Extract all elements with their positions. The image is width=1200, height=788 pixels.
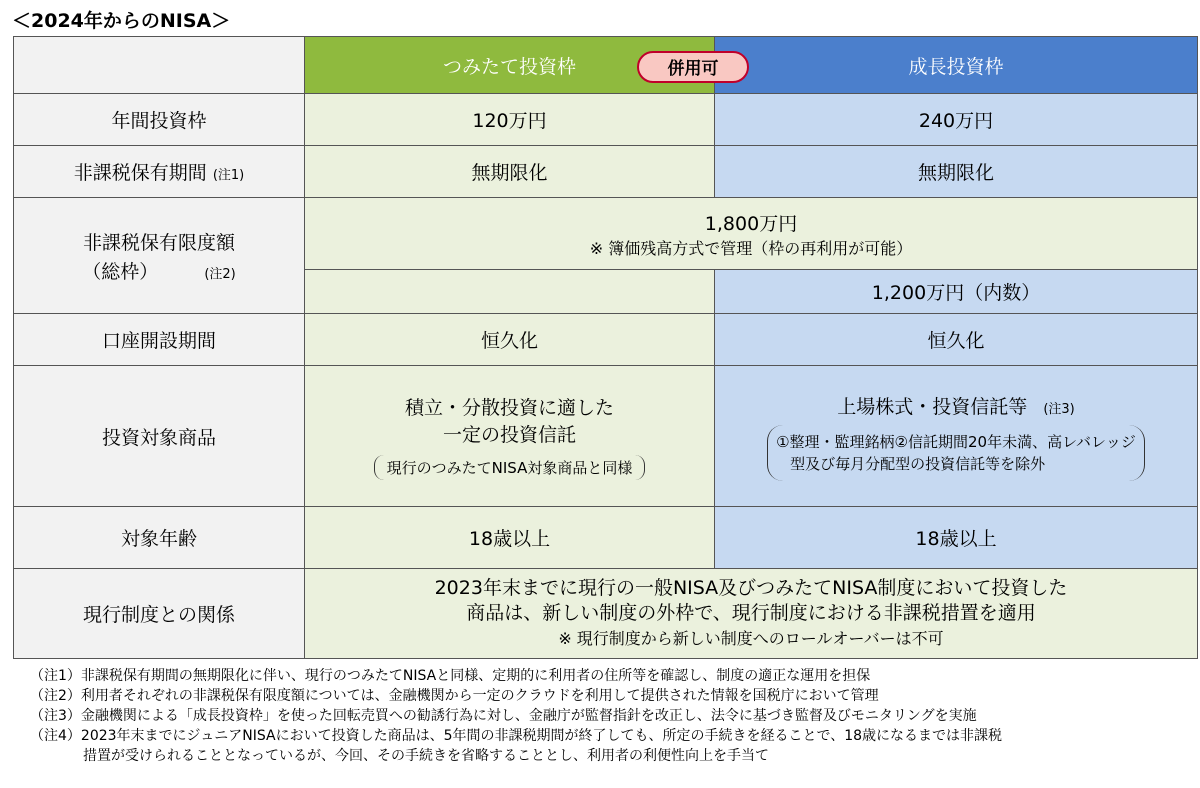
footnote-4: （注4）2023年末までにジュニアNISAにおいて投資した商品は、5年間の非課税期間が終了しても、所定の手続きを経ることで、18歳になるまでは非課税 xyxy=(30,728,1003,744)
row-limit xyxy=(14,198,1198,270)
row-period xyxy=(14,146,1198,198)
footnote-1: （注1）非課税保有期間の無期限化に伴い、現行のつみたてNISAと同様、定期的に利用者の住所等を確認し、制度の適正な運用を担保 xyxy=(30,668,871,684)
period-seicho: 無期限化 xyxy=(715,146,1198,198)
label-period xyxy=(14,146,305,198)
products-seicho-note: (注3) xyxy=(1043,401,1075,417)
age-tsumitate: 18歳以上 xyxy=(305,507,715,569)
products-seicho-line1: 上場株式・投資信託等 xyxy=(837,395,1028,418)
account-seicho: 恒久化 xyxy=(715,314,1198,366)
label-period-text: 非課税保有期間 xyxy=(73,162,207,184)
products-seicho-bracket xyxy=(767,425,1145,481)
account-tsumitate: 恒久化 xyxy=(305,314,715,366)
age-seicho: 18歳以上 xyxy=(715,507,1198,569)
limit-total xyxy=(305,198,1198,270)
limit-inner-tsumitate xyxy=(305,270,715,314)
label-period-note: (注1) xyxy=(212,168,245,183)
label-annual: 年間投資枠 xyxy=(14,94,305,146)
relation-line1: 2023年末までに現行の一般NISA及びつみたてNISA制度において投資した xyxy=(434,577,1068,599)
nisa-comparison-table xyxy=(13,36,1198,659)
products-tsumitate-bracket: 現行のつみたてNISA対象商品と同様 xyxy=(374,455,646,480)
footnote-2: （注2）利用者それぞれの非課税保有限度額については、金融機関から一定のクラウドを利用して提供された情報を国税庁において管理 xyxy=(30,688,879,704)
row-annual xyxy=(14,94,1198,146)
label-limit-text: 非課税保有限度額 xyxy=(82,231,235,254)
limit-sub: ※ 簿価残高方式で管理（枠の再利用が可能） xyxy=(589,238,913,258)
combination-allowed-badge: 併用可 xyxy=(637,51,749,83)
page-title: ＜2024年からのNISA＞ xyxy=(12,10,231,32)
relation-line3: ※ 現行制度から新しい制度へのロールオーバーは不可 xyxy=(558,629,944,648)
products-tsumitate-line1: 積立・分散投資に適した xyxy=(404,396,614,419)
annual-seicho: 240万円 xyxy=(715,94,1198,146)
label-products: 投資対象商品 xyxy=(14,366,305,507)
label-age: 対象年齢 xyxy=(14,507,305,569)
label-relation: 現行制度との関係 xyxy=(14,569,305,659)
limit-value: 1,800万円 xyxy=(704,212,798,235)
annual-tsumitate: 120万円 xyxy=(305,94,715,146)
label-limit-note: (注2) xyxy=(204,266,236,282)
limit-inner-seicho: 1,200万円（内数） xyxy=(715,270,1198,314)
products-tsumitate-line2: 一定の投資信託 xyxy=(442,423,576,446)
header-row xyxy=(14,37,1198,94)
label-limit-sub: （総枠） xyxy=(82,260,159,283)
header-corner xyxy=(14,37,305,94)
footnotes xyxy=(30,666,1195,766)
row-account xyxy=(14,314,1198,366)
label-account: 口座開設期間 xyxy=(14,314,305,366)
footnote-3: （注3）金融機関による「成長投資枠」を使った回転売買への勧誘行為に対し、金融庁が監督指針を改正し、法令に基づき監督及びモニタリングを実施 xyxy=(30,708,977,724)
products-seicho xyxy=(715,366,1198,507)
label-limit xyxy=(14,198,305,314)
products-tsumitate xyxy=(305,366,715,507)
row-relation xyxy=(14,569,1198,659)
footnote-4-continued: 措置が受けられることとなっているが、今回、その手続きを省略することとし、利用者の利便性向上を手当て xyxy=(83,748,769,764)
relation-line2: 商品は、新しい制度の外枠で、現行制度における非課税措置を適用 xyxy=(466,602,1036,624)
header-tsumitate: つみたて投資枠 xyxy=(305,37,715,94)
period-tsumitate: 無期限化 xyxy=(305,146,715,198)
row-products xyxy=(14,366,1198,507)
row-age xyxy=(14,507,1198,569)
relation-content xyxy=(305,569,1198,659)
header-seicho: 成長投資枠 xyxy=(715,37,1198,94)
products-seicho-bracket-line2: 型及び毎月分配型の投資信託等を除外 xyxy=(790,454,1046,473)
products-seicho-bracket-line1: ①整理・監理銘柄②信託期間20年未満、高レバレッジ xyxy=(776,432,1136,451)
